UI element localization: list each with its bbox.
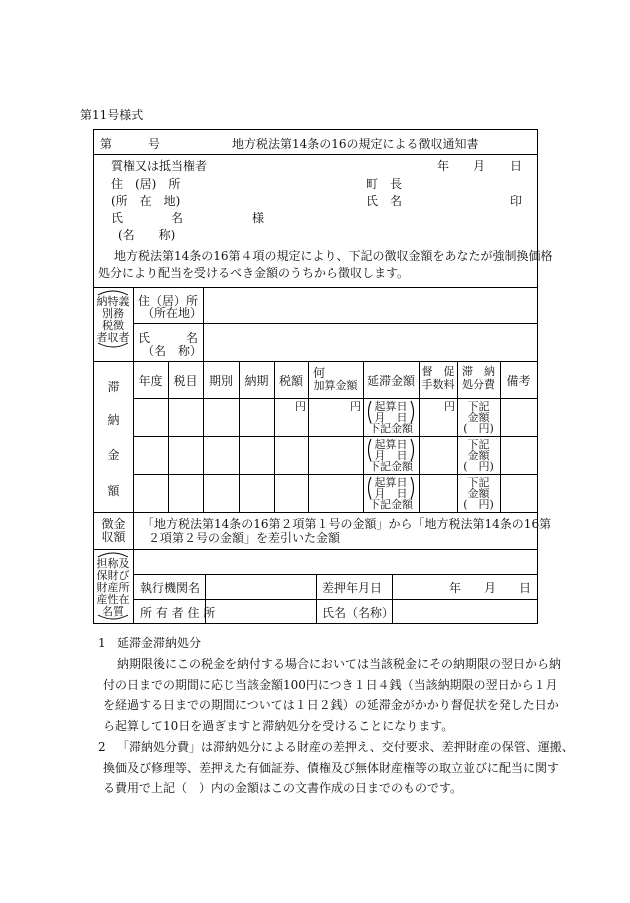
- collateral-side-5: 名質: [102, 605, 124, 618]
- delay-date-2: 月 日: [374, 449, 408, 462]
- date-year: 年: [437, 159, 450, 173]
- addressee-name-label: 氏 名: [111, 211, 184, 225]
- notice-line-2: 処分により配当を受けるべき金額のうちから徴収します。: [98, 266, 410, 280]
- collection-text-1: 「地方税法第14条の16第２項第１号の金額」から「地方税法第14条の16第: [142, 517, 552, 531]
- taxpayer-side-4: 者収者: [96, 331, 130, 344]
- arrears-side-3: 金: [107, 448, 120, 462]
- note-1-title: 延滞金滞納処分: [117, 636, 202, 650]
- delay-date-1: 月 日: [374, 411, 408, 424]
- collateral-side-3: 財産所: [96, 581, 130, 594]
- frame-bottom: [93, 623, 538, 624]
- note-2-number: 2: [98, 740, 106, 754]
- rule-taxpayer-mid: [133, 323, 538, 324]
- taxpayer-divider-2: [203, 287, 204, 362]
- taxpayer-address-label: 住（居）所: [138, 294, 199, 308]
- note-2-line-2: 換価及び修理等、差押えた有価証券、債権及び無体財産権等の取立並びに配当に関す: [103, 761, 560, 775]
- collection-label-1: 徴金: [101, 517, 126, 531]
- delay-amount-3: 下記金額: [369, 498, 413, 511]
- notice-line-1: 地方税法第14条の16第４項の規定により、下記の徴収金額をあなたが強制換価格: [114, 249, 553, 263]
- col-period: 期別: [208, 374, 233, 388]
- collection-label-2: 収額: [101, 530, 126, 544]
- issuer-mayor: 町 長: [366, 177, 403, 191]
- taxpayer-name-label: 氏 名: [138, 331, 199, 345]
- yen-surcharge: 円: [350, 400, 361, 413]
- disposal-amount-3: 金額: [467, 487, 490, 500]
- date-day: 日: [510, 159, 523, 173]
- date-month: 月: [473, 159, 486, 173]
- rule-taxpayer: [93, 361, 538, 362]
- delay-amount-1: 下記金額: [369, 422, 413, 435]
- col-remarks: 備考: [506, 374, 531, 388]
- note-2-line-3: る費用で上記（ ）内の金額はこの文書作成の日までのものです。: [103, 781, 463, 795]
- delay-start-3: 起算日: [374, 476, 408, 489]
- issuer-name: 氏 名: [366, 194, 403, 208]
- arrears-side-1: 滞: [107, 380, 120, 394]
- delay-date-3: 月 日: [374, 487, 408, 500]
- owner-name-label: 氏名（名称）: [322, 606, 395, 620]
- arrears-row-rule-1: [133, 436, 538, 437]
- number-label: 第: [100, 137, 113, 151]
- taxpayer-divider-1: [133, 287, 134, 362]
- disposal-below-1: 下記: [467, 400, 490, 413]
- col-surcharge-top: 何: [313, 366, 326, 380]
- col-disposal: 処分費: [462, 378, 495, 391]
- col-reminder-top: 督 促: [421, 365, 455, 378]
- taxpayer-location-label: （所在地）: [142, 306, 203, 320]
- collateral-divider-left: [133, 549, 134, 623]
- arrears-side-4: 額: [107, 484, 120, 498]
- rule-arrears: [93, 512, 538, 513]
- addressee-role: 質権又は抵当権者: [111, 159, 208, 173]
- addressee-address-label: 住 (居) 所: [111, 177, 181, 191]
- col-tax-item: 税目: [173, 374, 198, 388]
- yen-tax-amount: 円: [295, 400, 306, 413]
- seizure-month: 月: [484, 581, 497, 595]
- taxpayer-side-1: 納特義: [96, 295, 130, 308]
- col-fiscal-year: 年度: [138, 374, 163, 388]
- collateral-divider-mid: [316, 574, 317, 623]
- delay-amount-2: 下記金額: [369, 460, 413, 473]
- note-1-line-4: ら起算して10日を過ぎますと滞納処分を受けることになります。: [103, 719, 454, 733]
- note-2-line-1: 「滞納処分費」は滞納処分による財産の差押え、交付要求、差押財産の保管、運搬、: [117, 740, 574, 754]
- collateral-side-4: 産性在: [96, 593, 130, 606]
- col-delay-amount: 延滞金額: [366, 374, 415, 388]
- seizure-year: 年: [449, 581, 462, 595]
- yen-reminder: 円: [444, 400, 455, 413]
- disposal-yen-1: ( 円): [463, 422, 494, 435]
- disposal-below-2: 下記: [467, 438, 490, 451]
- collection-divider: [133, 512, 134, 549]
- taxpayer-title-label: （名 称）: [142, 344, 203, 358]
- delay-start-2: 起算日: [374, 438, 408, 451]
- col-surcharge: 加算金額: [313, 379, 358, 392]
- addressee-honorific: 様: [252, 211, 265, 225]
- rule-header: [93, 154, 538, 155]
- note-1-line-3: を経過する日までの期間については１日２銭）の延滞金がかかり督促状を発した日か: [103, 698, 559, 712]
- collateral-side-1: 担称及: [96, 557, 130, 570]
- col-tax-amount: 税額: [278, 374, 303, 388]
- form-label: 第11号様式: [80, 108, 144, 122]
- frame-top: [93, 129, 538, 130]
- seal-mark: 印: [510, 194, 523, 208]
- col-disposal-top: 滞 納: [462, 365, 495, 378]
- disposal-amount-2: 金額: [467, 449, 490, 462]
- arrears-header-rule: [133, 398, 538, 399]
- disposal-yen-3: ( 円): [463, 498, 494, 511]
- document-title: 地方税法第14条の16の規定による徴収通知書: [232, 137, 479, 151]
- col-reminder: 手数料: [421, 378, 455, 391]
- addressee-title-label: (名 称): [118, 228, 176, 242]
- delay-start-1: 起算日: [374, 400, 408, 413]
- col-due-date: 納期: [244, 374, 269, 388]
- collection-text-2: ２項第２号の金額」を差引いた金額: [148, 531, 341, 545]
- rule-collection: [93, 549, 538, 550]
- taxpayer-side-2: 別務: [102, 307, 124, 320]
- rule-collateral-1: [133, 574, 538, 575]
- disposal-amount-1: 金額: [467, 411, 490, 424]
- arrears-side-2: 納: [107, 413, 120, 427]
- collateral-side-2: 保財び: [96, 569, 130, 582]
- note-1-number: 1: [98, 636, 106, 650]
- seizure-date-label: 差押年月日: [322, 581, 383, 595]
- rule-addressee: [93, 287, 538, 288]
- disposal-yen-2: ( 円): [463, 460, 494, 473]
- note-1-line-2: 付の日までの期間に応じ当該金額100円につき１日４銭（当該納期限の翌日から１月: [103, 678, 558, 692]
- number-suffix: 号: [148, 137, 161, 151]
- arrears-row-rule-2: [133, 474, 538, 475]
- addressee-location-label: (所 在 地): [111, 194, 181, 208]
- rule-collateral-2: [133, 599, 538, 600]
- agency-label: 執行機関名: [140, 581, 201, 595]
- seizure-day: 日: [519, 581, 532, 595]
- taxpayer-side-3: 税徴: [102, 319, 124, 332]
- note-1-line-1: 納期限後にこの税金を納付する場合においては当該税金にその納期限の翌日から納: [117, 657, 562, 671]
- owner-address-label: 所 有 者 住 所: [140, 606, 216, 620]
- disposal-below-3: 下記: [467, 476, 490, 489]
